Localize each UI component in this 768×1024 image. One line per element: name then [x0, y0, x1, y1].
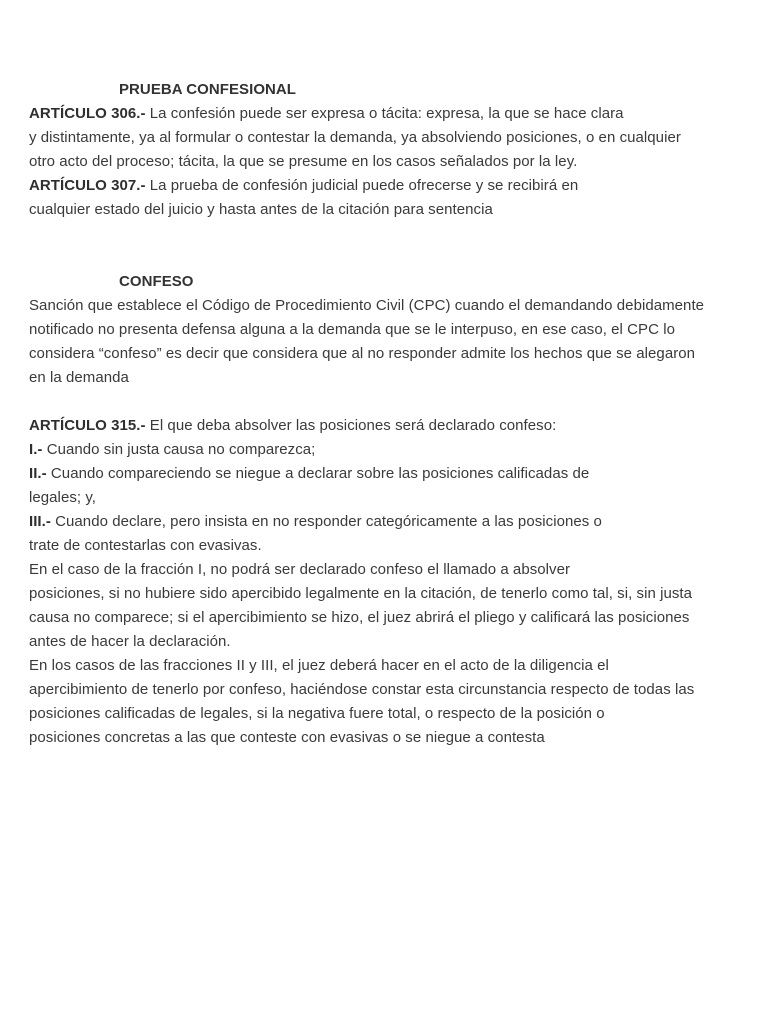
fraction-2-label: II.-: [29, 465, 47, 482]
paragraph-1-line: causa no comparece; si el apercibimiento se hizo, el juez abrirá el pliego y calificará las posiciones: [29, 609, 690, 626]
article-307-label: ARTÍCULO 307.-: [29, 177, 146, 194]
section-heading-confeso: CONFESO: [119, 273, 194, 290]
paragraph-1-line: En el caso de la fracción I, no podrá ser declarado confeso el llamado a absolver: [29, 561, 571, 578]
fraction-1: [29, 438, 744, 462]
article-307-text-1: La prueba de confesión judicial puede ofrecerse y se recibirá en: [145, 177, 579, 194]
fraction-3-text-1: Cuando declare, pero insista en no responder categóricamente a las posiciones o: [50, 513, 602, 530]
article-306-line-1: [29, 102, 744, 126]
spacer: [29, 222, 744, 270]
article-306-line-2: y distintamente, ya al formular o contestar la demanda, ya absolviendo posiciones, o en cualquier: [29, 129, 681, 146]
definition-line: Sanción que establece el Código de Procedimiento Civil (CPC) cuando el demandando debidamente: [29, 297, 705, 314]
article-306-text-1: La confesión puede ser expresa o tácita: expresa, la que se hace clara: [145, 105, 624, 122]
paragraph-2-line: posiciones calificadas de legales, si la negativa fuere total, o respecto de la posición o: [29, 705, 605, 722]
fraction-2-line-2: legales; y,: [29, 489, 96, 506]
section-heading-prueba-confesional: PRUEBA CONFESIONAL: [119, 81, 297, 98]
article-315-label: ARTÍCULO 315.-: [29, 417, 146, 434]
paragraph-1-line: antes de hacer la declaración.: [29, 633, 231, 650]
article-315-intro-text: El que deba absolver las posiciones será declarado confeso:: [145, 417, 557, 434]
definition-line: en la demanda: [29, 369, 129, 386]
fraction-3-label: III.-: [29, 513, 51, 530]
paragraph-1-line: posiciones, si no hubiere sido apercibido legalmente en la citación, de tenerlo como tal, si, sin justa: [29, 585, 693, 602]
article-307-line-1: [29, 174, 744, 198]
definition-line: considera “confeso” es decir que considera que al no responder admite los hechos que se alegaron: [29, 345, 696, 362]
definition-line: notificado no presenta defensa alguna a la demanda que se le interpuso, en ese caso, el CPC lo: [29, 321, 675, 338]
article-315-intro: [29, 414, 744, 438]
fraction-2-text-1: Cuando compareciendo se niegue a declarar sobre las posiciones calificadas de: [46, 465, 590, 482]
paragraph-2-line: En los casos de las fracciones II y III, el juez deberá hacer en el acto de la diligencia el: [29, 657, 609, 674]
document-page: [29, 78, 744, 750]
spacer: [29, 390, 744, 414]
fraction-3-line-2: trate de contestarlas con evasivas.: [29, 537, 262, 554]
article-307-line-2: cualquier estado del juicio y hasta antes de la citación para sentencia: [29, 201, 493, 218]
paragraph-2-line: apercibimiento de tenerlo por confeso, haciéndose constar esta circunstancia respecto de todas las: [29, 681, 695, 698]
paragraph-2-line: posiciones concretas a las que conteste con evasivas o se niegue a contesta: [29, 729, 545, 746]
fraction-3-line-1: [29, 510, 744, 534]
fraction-1-label: I.-: [29, 441, 43, 458]
fraction-2-line-1: [29, 462, 744, 486]
article-306-line-3: otro acto del proceso; tácita, la que se presume en los casos señalados por la ley.: [29, 153, 578, 170]
fraction-1-text: Cuando sin justa causa no comparezca;: [42, 441, 316, 458]
article-306-label: ARTÍCULO 306.-: [29, 105, 146, 122]
